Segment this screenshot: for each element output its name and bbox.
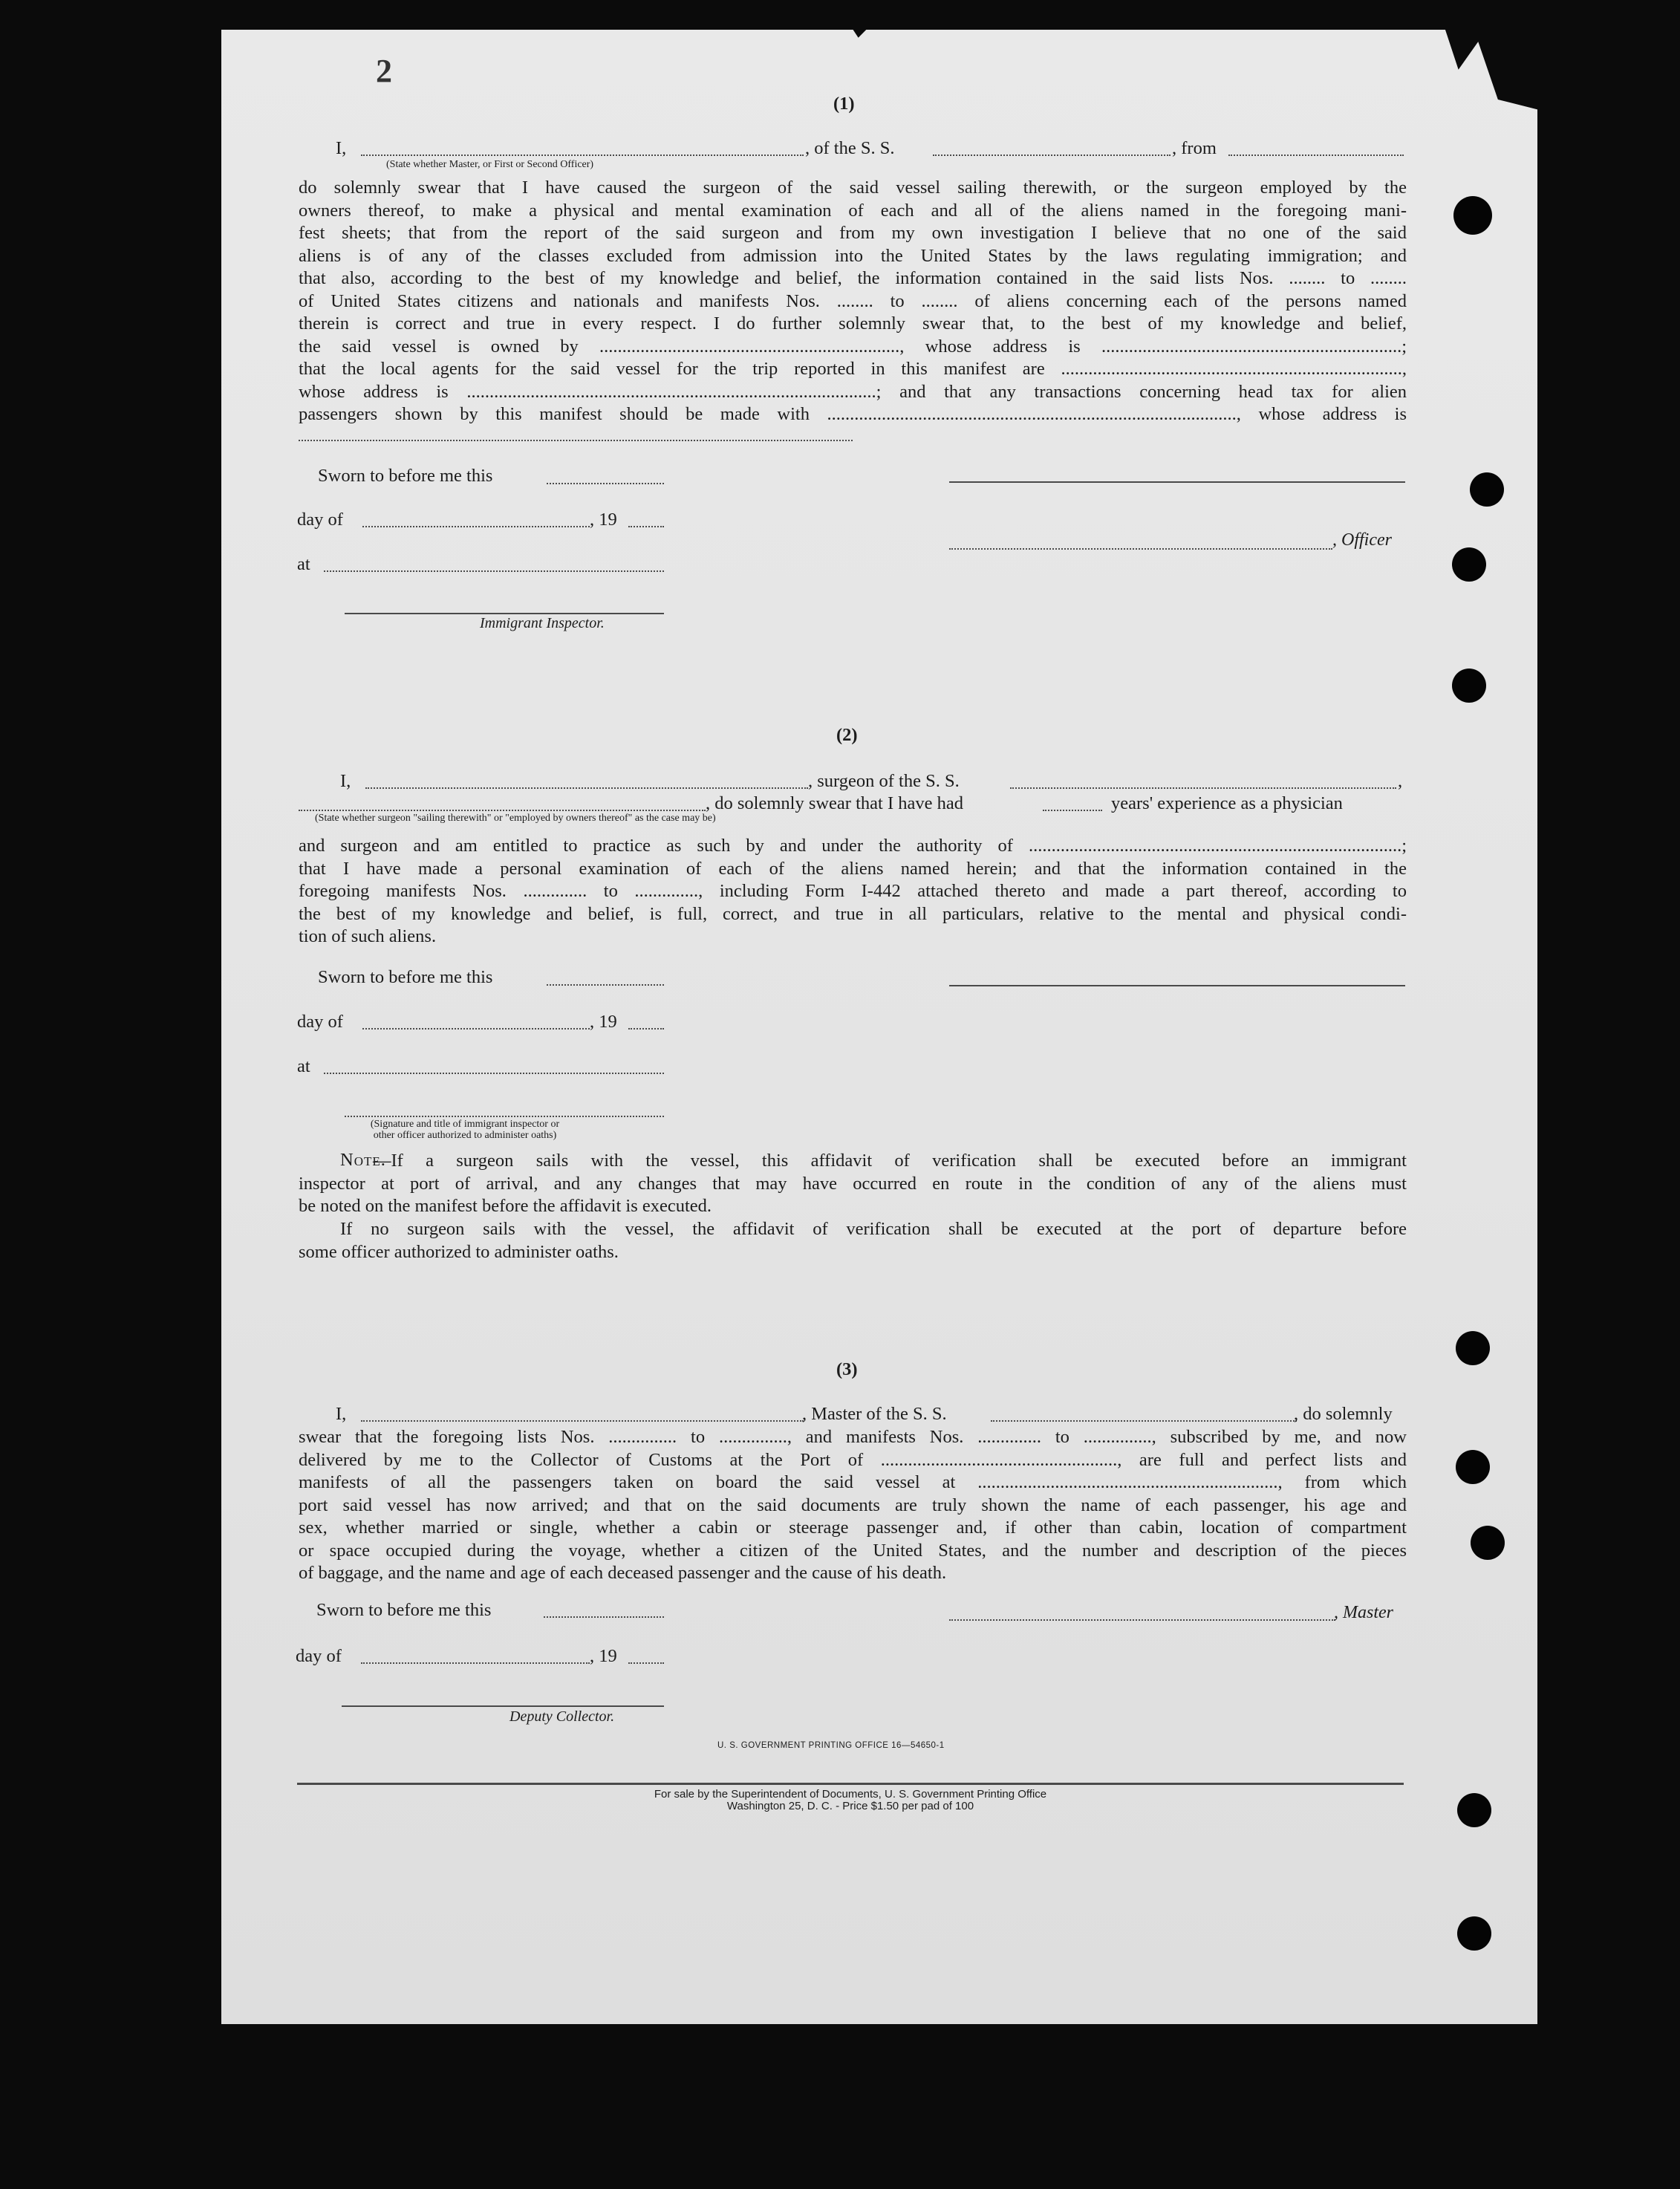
- oath-line: the said vessel is owned by .................................................................., whose address is ..................................................................;: [299, 336, 1407, 357]
- punch-hole: [1456, 1450, 1490, 1484]
- years-experience-field[interactable]: [1043, 810, 1102, 811]
- oath-line: that I have made a personal examination of each of the aliens named herein; and that the information contained in the: [299, 858, 1407, 879]
- gpo-imprint: U. S. GOVERNMENT PRINTING OFFICE 16—54650-1: [717, 1741, 945, 1750]
- punch-hole: [1470, 472, 1504, 507]
- oath-line: delivered by me to the Collector of Customs at the Port of ...................................................., are full and perfect lists and: [299, 1449, 1407, 1470]
- surgeon-status-field[interactable]: [299, 810, 706, 811]
- comma-mark: ,: [1398, 771, 1403, 791]
- note-line: If no surgeon sails with the vessel, the affidavit of verification shall be executed at the port of departure before: [340, 1219, 1407, 1239]
- footer-rule: [297, 1783, 1404, 1785]
- signature-caption: [354, 1119, 576, 1141]
- day-of-label: day of: [297, 1012, 343, 1032]
- surgeon-solemnly-label: , do solemnly swear that I have had: [706, 793, 963, 813]
- officer-name-field[interactable]: [361, 155, 804, 156]
- from-port-field[interactable]: [1228, 155, 1404, 156]
- officer-signature-line[interactable]: [949, 481, 1405, 483]
- master-label: , Master: [1334, 1603, 1393, 1622]
- year-label: , 19: [590, 510, 617, 530]
- place-field[interactable]: [324, 1073, 664, 1074]
- section-1-heading: (1): [833, 94, 855, 114]
- from-label: , from: [1172, 138, 1217, 158]
- month-field[interactable]: [362, 526, 590, 527]
- oath-line: or space occupied during the voyage, whether a citizen of the United States, and the number and description of the pieces: [299, 1540, 1407, 1561]
- master-vessel-field[interactable]: [991, 1420, 1297, 1422]
- year-label: , 19: [590, 1012, 617, 1032]
- collector-signature-line[interactable]: [342, 1705, 664, 1707]
- footer-line: Washington 25, D. C. - Price $1.50 per pad of 100: [726, 1800, 974, 1812]
- master-i-label: I,: [336, 1404, 347, 1424]
- punch-hole: [1457, 1916, 1491, 1951]
- surgeon-vessel-field[interactable]: [1010, 787, 1396, 789]
- page-number-mark: 2: [376, 53, 392, 89]
- year-field[interactable]: [628, 526, 664, 527]
- section-3-heading: (3): [836, 1359, 858, 1379]
- note-line: —If a surgeon sails with the vessel, this affidavit of verification shall be executed before an immigrant: [373, 1151, 1407, 1171]
- at-label: at: [297, 1056, 310, 1076]
- note-label-text: Note.: [340, 1150, 386, 1170]
- master-solemnly-label: , do solemnly: [1294, 1404, 1393, 1424]
- note-2-text: [299, 1218, 1407, 1263]
- oath-line: and surgeon and am entitled to practice as such by and under the authority of ..................................................................................;: [299, 836, 1407, 856]
- oath-line: foregoing manifests Nos. .............. to .............., including Form I-442 attached thereto and made a part thereof, according to: [299, 881, 1407, 901]
- year-label: , 19: [590, 1646, 617, 1666]
- sworn-label: Sworn to before me this: [316, 1600, 492, 1620]
- vessel-name-field[interactable]: [933, 155, 1171, 156]
- signature-caption-line: (Signature and title of immigrant inspector or: [370, 1119, 560, 1130]
- signature-caption-line: other officer authorized to administer oaths): [373, 1130, 557, 1141]
- surgeon-i-label: I,: [340, 771, 351, 791]
- officer-label: , Officer: [1332, 530, 1392, 550]
- sworn-label: Sworn to before me this: [318, 967, 493, 987]
- footer-line: For sale by the Superintendent of Documents, U. S. Government Printing Office: [654, 1788, 1047, 1801]
- master-of-ss-label: , Master of the S. S.: [802, 1404, 947, 1424]
- note-text: [299, 1150, 1407, 1218]
- section-2-oath-text: [299, 835, 1407, 949]
- note-line: be noted on the manifest before the affidavit is executed.: [299, 1196, 712, 1216]
- oath-line: swear that the foregoing lists Nos. ............... to ..............., and manifests Nos. .............. to ..............., subscribed by me, and now: [299, 1427, 1407, 1447]
- punch-hole: [1456, 1331, 1490, 1365]
- section-3-oath-text: [299, 1426, 1407, 1585]
- master-signature-line[interactable]: [949, 1619, 1335, 1621]
- oath-line: port said vessel has now arrived; and that on the said documents are truly shown the name of each passenger, his age and: [299, 1494, 1407, 1515]
- oath-line: that the local agents for the said vessel for the trip reported in this manifest are ...........................................................................,: [299, 359, 1407, 379]
- collector-caption: Deputy Collector.: [509, 1708, 615, 1725]
- oath-line: of United States citizens and nationals and manifests Nos. ........ to ........ of aliens concerning each of the persons named: [299, 290, 1407, 311]
- surgeon-name-field[interactable]: [365, 787, 808, 789]
- surgeon-signature-line[interactable]: [949, 985, 1405, 986]
- section-2-heading: (2): [836, 725, 858, 745]
- master-name-field[interactable]: [361, 1420, 804, 1422]
- oath-line: manifests of all the passengers taken on board the said vessel at .................................................................., from which: [299, 1472, 1407, 1492]
- oath-line: do solemnly swear that I have caused the surgeon of the said vessel sailing therewith, or the surgeon employed by the: [299, 178, 1407, 198]
- footer-text: [297, 1789, 1404, 1812]
- oath-line: owners thereof, to make a physical and mental examination of each and all of the aliens named in the foregoing mani-: [299, 200, 1407, 221]
- note-line: inspector at port of arrival, and any changes that may have occurred en route in the condition of any of the aliens must: [299, 1173, 1407, 1194]
- year-field[interactable]: [628, 1028, 664, 1030]
- oath-i-label: I,: [336, 138, 347, 158]
- officer-rank-caption: (State whether Master, or First or Second Officer): [386, 159, 594, 170]
- punch-hole: [1453, 196, 1492, 235]
- oath-line: fest sheets; that from the report of the said surgeon and from my own investigation I believe that no one of the said: [299, 223, 1407, 243]
- day-of-label: day of: [296, 1646, 342, 1666]
- of-ss-label: , of the S. S.: [805, 138, 895, 158]
- inspector-caption: Immigrant Inspector.: [480, 615, 605, 631]
- year-field[interactable]: [628, 1662, 664, 1664]
- day-of-label: day of: [297, 510, 343, 530]
- years-label: years' experience as a physician: [1111, 793, 1343, 813]
- sworn-day-field[interactable]: [544, 1616, 664, 1618]
- oath-line: that also, according to the best of my knowledge and belief, the information contained in the said lists Nos. ........ to ........: [299, 268, 1407, 288]
- oath-line: therein is correct and true in every respect. I do further solemnly swear that, to the best of my knowledge and belief,: [299, 313, 1407, 334]
- sworn-day-field[interactable]: [547, 984, 664, 986]
- sworn-day-field[interactable]: [547, 483, 664, 484]
- punch-hole: [1471, 1526, 1505, 1560]
- oath-line: sex, whether married or single, whether a cabin or steerage passenger and, if other than cabin, location of compartment: [299, 1518, 1407, 1538]
- oath-line: whose address is ..........................................................................................; and that any transactions concerning head tax for alien: [299, 381, 1407, 402]
- month-field[interactable]: [362, 1028, 590, 1030]
- at-label: at: [297, 554, 310, 574]
- note-line: some officer authorized to administer oaths.: [299, 1241, 619, 1262]
- sworn-label: Sworn to before me this: [318, 466, 493, 486]
- officer-title-field[interactable]: [949, 548, 1332, 550]
- surgeon-status-caption: (State whether surgeon "sailing therewith" or "employed by owners thereof" as the case may be): [315, 813, 716, 824]
- surgeon-of-ss-label: , surgeon of the S. S.: [808, 771, 960, 791]
- head-tax-address-field[interactable]: [299, 440, 853, 441]
- oath-line: aliens is of any of the classes excluded from admission into the United States by the laws regulating immigration; and: [299, 245, 1407, 266]
- punch-hole: [1457, 1793, 1491, 1827]
- inspector-signature-line[interactable]: [345, 613, 664, 614]
- punch-hole: [1452, 547, 1486, 582]
- oath-line: the best of my knowledge and belief, is full, correct, and true in all particulars, relative to the mental and physical condi-: [299, 903, 1407, 924]
- section-1-oath-text: [299, 177, 1407, 426]
- oath-line: of baggage, and the name and age of each deceased passenger and the cause of his death.: [299, 1563, 947, 1583]
- officer-signature-line[interactable]: [345, 1116, 664, 1117]
- month-field[interactable]: [361, 1662, 590, 1664]
- place-field[interactable]: [324, 570, 664, 572]
- punch-hole: [1452, 669, 1486, 703]
- oath-line: passengers shown by this manifest should be made with .........................................................................................., whose address is: [299, 404, 1407, 424]
- oath-line: tion of such aliens.: [299, 926, 437, 946]
